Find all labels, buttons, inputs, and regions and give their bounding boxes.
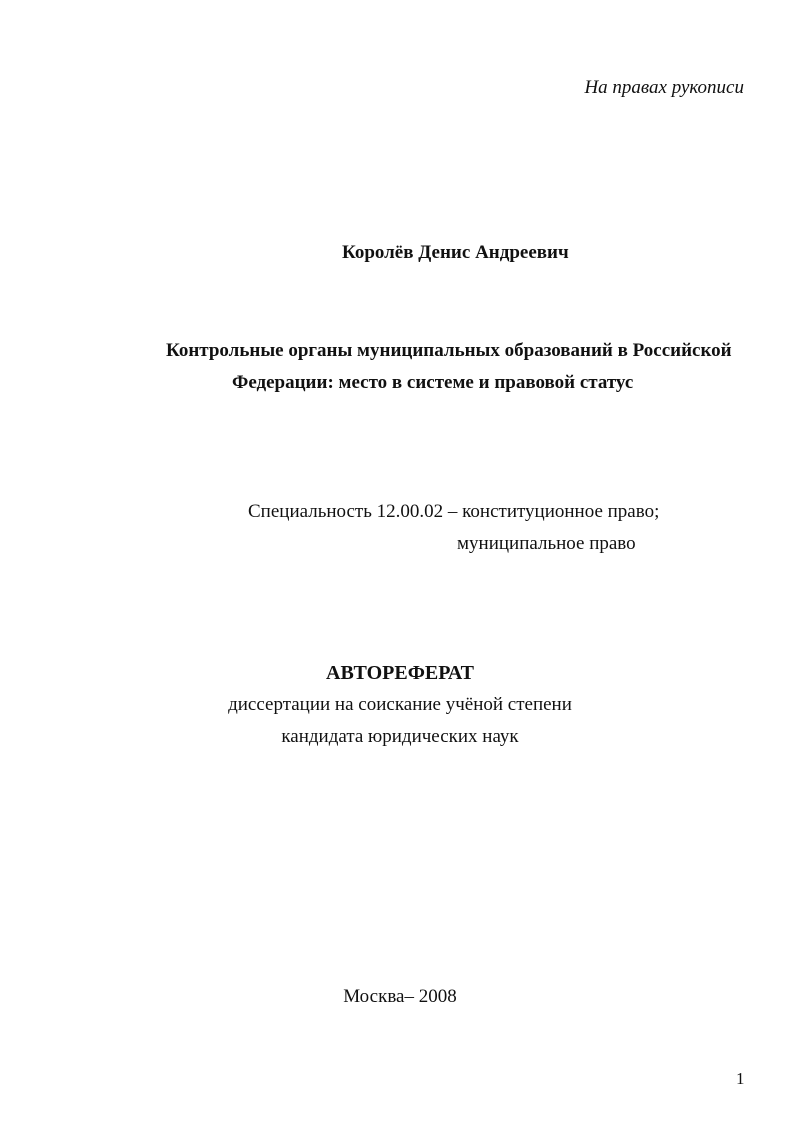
page-number: 1 (736, 1069, 745, 1088)
manuscript-notice: На правах рукописи (584, 77, 744, 98)
author-name: Королёв Денис Андреевич (342, 242, 569, 263)
specialty-line-2: муниципальное право (457, 533, 636, 554)
thesis-title-line-1: Контрольные органы муниципальных образований в Российской (166, 340, 732, 361)
city-year: Москва– 2008 (343, 986, 457, 1007)
abstract-heading: АВТОРЕФЕРАТ (326, 662, 474, 684)
abstract-line-2: кандидата юридических наук (281, 726, 519, 747)
thesis-title-line-2: Федерации: место в системе и правовой статус (232, 372, 634, 393)
specialty-line-1: Специальность 12.00.02 – конституционное право; (248, 501, 660, 522)
abstract-line-1: диссертации на соискание учёной степени (228, 694, 572, 715)
